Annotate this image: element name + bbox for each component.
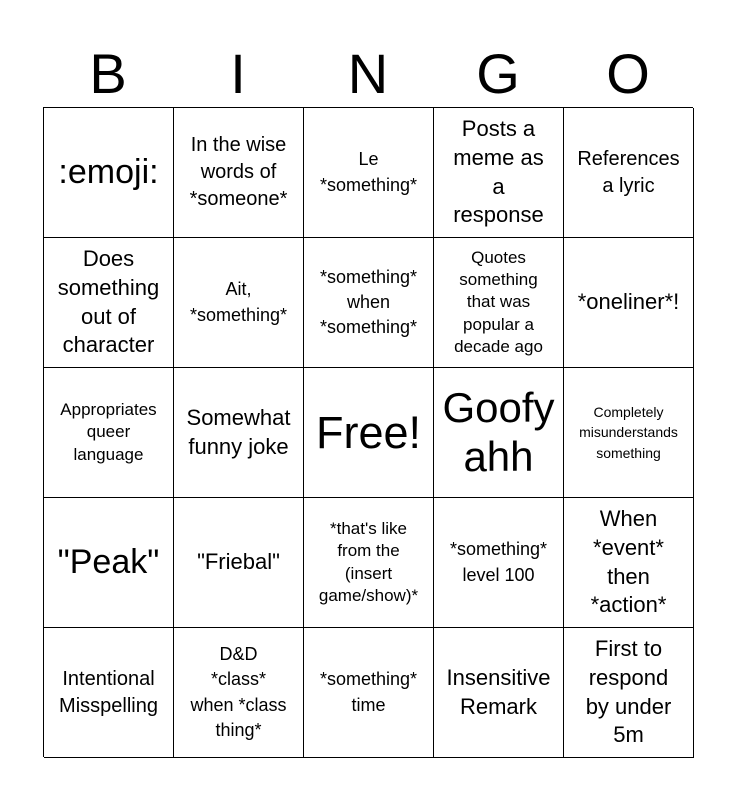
bingo-cell[interactable] [434, 498, 564, 628]
cell-text: Le *something* [319, 149, 418, 195]
cell-text: Posts a meme as a response [453, 116, 544, 228]
bingo-cell[interactable] [44, 628, 174, 758]
bingo-cell[interactable] [44, 498, 174, 628]
cell-text: *something* level 100 [449, 539, 548, 585]
bingo-cell[interactable] [304, 108, 434, 238]
bingo-cell[interactable] [174, 108, 304, 238]
bingo-board [43, 107, 693, 757]
bingo-cell[interactable] [564, 238, 694, 368]
header-letter-b: B [89, 42, 127, 105]
cell-text: *something* time [319, 669, 418, 715]
bingo-cell[interactable] [304, 498, 434, 628]
cell-text: "Friebal" [197, 549, 280, 575]
cell-text: Insensitive Remark [446, 664, 551, 719]
bingo-cell[interactable] [564, 628, 694, 758]
bingo-cell[interactable] [174, 238, 304, 368]
bingo-cell[interactable] [564, 368, 694, 498]
cell-text: :emoji: [58, 153, 159, 192]
cell-text: Quotes something that was popular a decade ago [454, 248, 543, 356]
header-letter-n: N [347, 42, 389, 105]
cell-text: Appropriates queer language [60, 400, 157, 464]
bingo-cell[interactable] [44, 368, 174, 498]
cell-text: In the wise words of *someone* [189, 134, 288, 210]
cell-text: "Peak" [57, 543, 160, 582]
bingo-cell[interactable] [564, 108, 694, 238]
bingo-cell[interactable] [564, 498, 694, 628]
cell-text: Completely misunderstands something [579, 404, 678, 461]
free-space-cell[interactable] [304, 368, 434, 498]
cell-text: D&D *class* when *class thing* [190, 644, 287, 740]
bingo-header [43, 40, 693, 108]
bingo-cell[interactable] [304, 628, 434, 758]
bingo-cell[interactable] [304, 238, 434, 368]
bingo-cell[interactable] [174, 498, 304, 628]
cell-text: When *event* then *action* [590, 506, 667, 618]
cell-text: Intentional Misspelling [59, 667, 158, 717]
bingo-cell[interactable] [44, 108, 174, 238]
cell-text: *that's like from the (insert game/show)* [318, 519, 419, 605]
bingo-cell[interactable] [434, 108, 564, 238]
bingo-cell[interactable] [174, 368, 304, 498]
cell-text: *something* when *something* [319, 266, 418, 338]
header-letter-g: G [476, 42, 520, 105]
cell-text: References a lyric [577, 147, 680, 197]
free-space-text: Free! [315, 406, 422, 458]
header-letter-o: O [606, 42, 650, 105]
bingo-cell[interactable] [434, 628, 564, 758]
bingo-cell[interactable] [44, 238, 174, 368]
bingo-cell[interactable] [434, 238, 564, 368]
cell-text: Does something out of character [57, 246, 160, 358]
cell-text: *oneliner*! [577, 289, 680, 315]
cell-text: Ait, *something* [189, 279, 288, 325]
cell-text: Goofy ahh [442, 384, 555, 480]
cell-text: Somewhat funny joke [186, 404, 291, 459]
header-letter-i: I [230, 42, 246, 105]
cell-text: First to respond by under 5m [585, 636, 672, 748]
bingo-cell[interactable] [174, 628, 304, 758]
bingo-cell[interactable] [434, 368, 564, 498]
